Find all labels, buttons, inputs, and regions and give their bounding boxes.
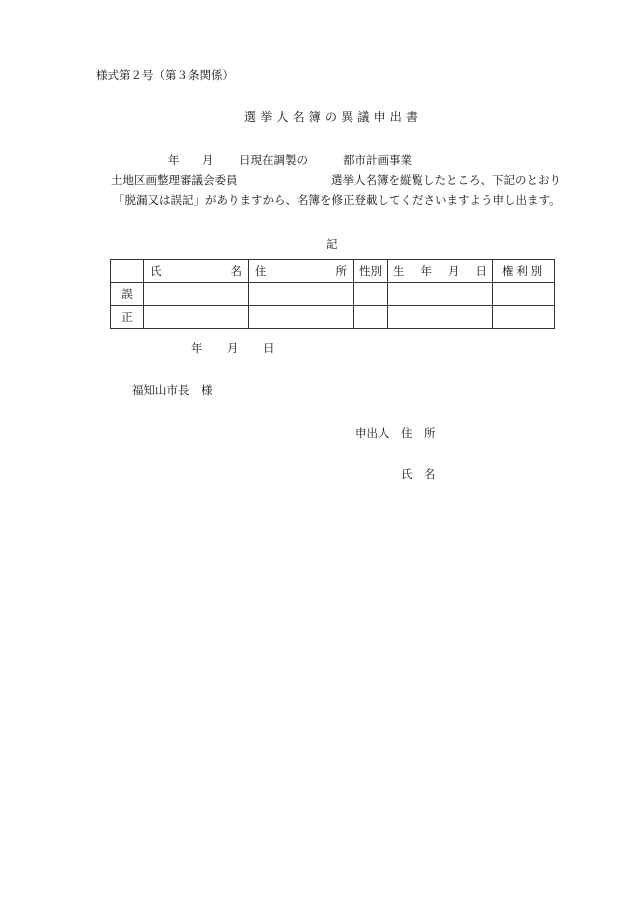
cell-dob[interactable] xyxy=(388,283,493,306)
cell-name[interactable] xyxy=(144,306,249,329)
document-title: 選挙人名簿の異議申出書 xyxy=(244,110,423,124)
addressee: 福知山市長 様 xyxy=(132,383,213,397)
intro-date-day: 日現在調製の xyxy=(239,153,308,167)
header-dob xyxy=(388,260,493,283)
table-row xyxy=(111,306,555,329)
header-address xyxy=(249,260,354,283)
cell-address[interactable] xyxy=(249,283,354,306)
header-address-part2: 所 xyxy=(335,264,347,278)
applicant-name-label: 氏 名 xyxy=(401,467,436,481)
row-label-correct: 正 xyxy=(111,306,144,329)
cell-name[interactable] xyxy=(144,283,249,306)
intro-project: 都市計画事業 xyxy=(343,153,412,167)
records-table xyxy=(110,259,555,329)
date-year: 年 xyxy=(191,341,203,355)
header-dob-month: 月 xyxy=(448,264,460,278)
header-sex: 性別 xyxy=(354,260,388,283)
intro-line3: 「脱漏又は誤記」がありますから、名簿を修正登載してくださいますよう申し出ます。 xyxy=(113,193,561,207)
intro-committee: 土地区画整理審議会委員 xyxy=(111,173,238,187)
header-dob-day: 日 xyxy=(475,264,487,278)
cell-address[interactable] xyxy=(249,306,354,329)
intro-date-month: 月 xyxy=(202,153,214,167)
header-rights: 権利別 xyxy=(493,260,555,283)
cell-rights[interactable] xyxy=(493,283,555,306)
form-number: 様式第２号（第３条関係） xyxy=(96,68,234,82)
header-dob-year: 年 xyxy=(420,264,432,278)
row-label-error: 誤 xyxy=(111,283,144,306)
table-row xyxy=(111,283,555,306)
cell-rights[interactable] xyxy=(493,306,555,329)
applicant-address-label: 住 所 xyxy=(401,426,436,440)
table-header-row xyxy=(111,260,555,283)
cell-sex[interactable] xyxy=(354,283,388,306)
ki-heading: 記 xyxy=(326,237,338,251)
applicant-label: 申出人 xyxy=(355,426,390,440)
header-name-part1: 氏 xyxy=(150,264,162,278)
header-dob-birth: 生 xyxy=(393,264,405,278)
date-month: 月 xyxy=(227,341,239,355)
header-name xyxy=(144,260,249,283)
intro-line2-tail: 選挙人名簿を縦覧したところ、下記のとおり xyxy=(331,173,561,187)
header-blank xyxy=(111,260,144,283)
header-address-part1: 住 xyxy=(255,264,267,278)
date-day: 日 xyxy=(263,341,275,355)
cell-dob[interactable] xyxy=(388,306,493,329)
intro-date-year: 年 xyxy=(168,153,180,167)
cell-sex[interactable] xyxy=(354,306,388,329)
header-name-part2: 名 xyxy=(230,264,242,278)
